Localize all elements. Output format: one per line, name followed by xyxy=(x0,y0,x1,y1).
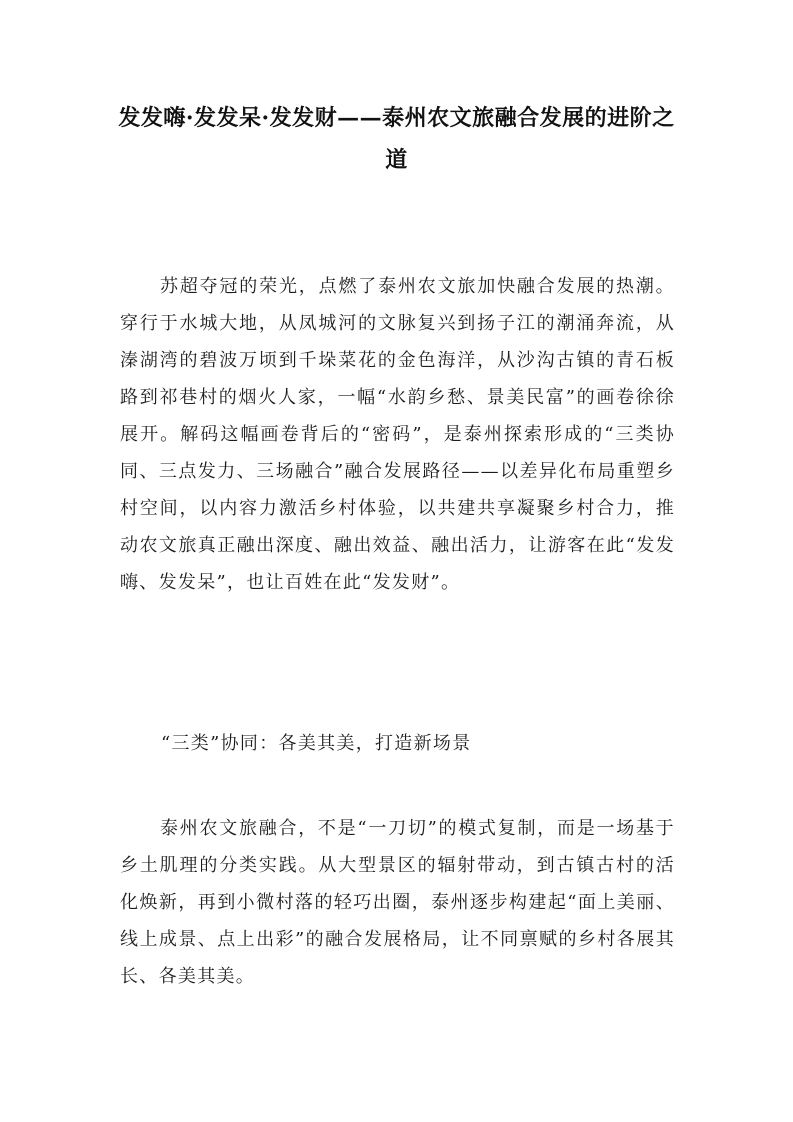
section-heading: “三类”协同：各美其美，打造新场景 xyxy=(161,733,472,754)
intro-paragraph: 苏超夺冠的荣光，点燃了泰州农文旅加快融合发展的热潮。穿行于水城大地，从凤城河的文脉复兴到扬子江的潮涌奔流，从溱湖湾的碧波万顷到千垛菜花的金色海洋，从沙沟古镇的青石板路到祁巷村的烟火人家，一幅“水韵乡愁、景美民富”的画卷徐徐展开。解码这幅画卷背后的“密码”，是泰州探索形成的“三类协同、三点发力、三场融合”融合发展路径——以差异化布局重塑乡村空间，以内容力激活乡村体验，以共建共享凝聚乡村合力，推动农文旅真正融出深度、融出效益、融出活力，让游客在此“发发嗨、发发呆”，也让百姓在此“发发财”。 xyxy=(120,276,675,593)
section-paragraph: 泰州农文旅融合，不是“一刀切”的模式复制，而是一场基于乡土肌理的分类实践。从大型景区的辐射带动，到古镇古村的活化焕新，再到小微村落的轻巧出圈，泰州逐步构建起“面上美丽、线上成景、点上出彩”的融合发展格局，让不同禀赋的乡村各展其长、各美其美。 xyxy=(120,818,675,987)
document-title: 发发嗨·发发呆·发发财——泰州农文旅融合发展的进阶之道 xyxy=(118,105,675,173)
